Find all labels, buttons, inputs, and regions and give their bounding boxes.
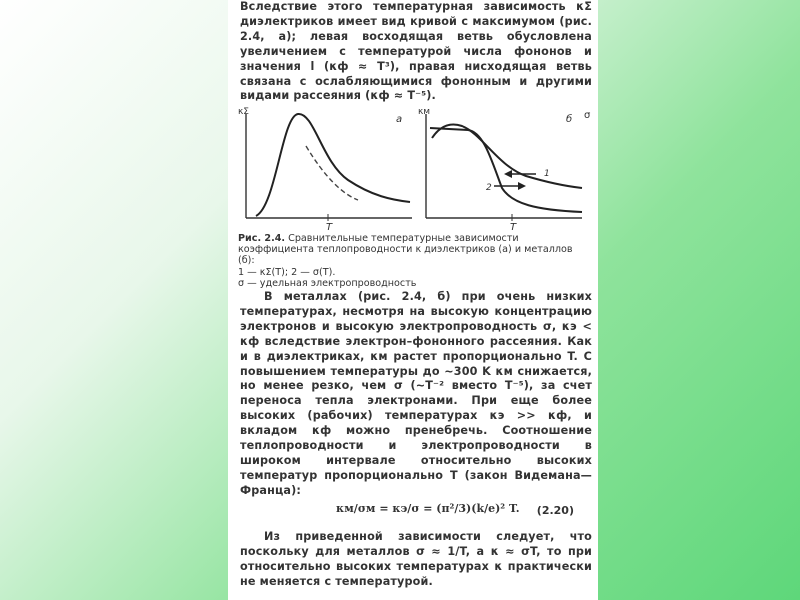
figure-a-x-label: T: [326, 222, 333, 233]
figure-b-arrowhead-2: [518, 182, 526, 190]
figure-a-dashed-curve: [306, 146, 358, 200]
figure-b-y-label-left: κм: [418, 107, 431, 117]
figure-a: [238, 107, 412, 233]
figure-b-curve-1-label: 1: [544, 169, 550, 179]
figure-b-curve-2-label: 2: [486, 183, 492, 193]
figure-graphs: [236, 106, 592, 234]
figure-b-y-label-right: σ: [584, 110, 591, 121]
paragraph-3: Из приведенной зависимости следует, что поскольку для металлов σ ≈ 1/T, а κ ≈ σT, то при относительно высоких температурах κ практически не меняется с температурой.: [240, 530, 592, 588]
figure-2-4: [236, 106, 592, 234]
formula-text: κм/σм = κэ/σ = (π²/3)(k/e)² T.: [336, 502, 520, 515]
figure-b-panel-label: б: [566, 114, 573, 125]
formula-block: [240, 494, 592, 528]
caption-body: [238, 233, 590, 267]
caption-text: Сравнительные температурные зависимости коэффициента теплопроводности κ диэлектриков (а) и металлов (б):: [238, 233, 573, 267]
figure-a-y-label: κΣ: [238, 107, 249, 117]
figure-b-arrowhead-1: [504, 170, 512, 178]
formula-number: (2.20): [536, 504, 574, 517]
caption-legend-2: σ — удельная электропроводность: [238, 277, 417, 289]
figure-caption: [238, 233, 590, 289]
caption-legend-1: 1 — κΣ(T); 2 — σ(T).: [238, 266, 336, 278]
caption-title: Рис. 2.4.: [238, 233, 286, 244]
figure-b-curve-1: [432, 125, 582, 189]
figure-b-x-label: T: [510, 222, 517, 233]
figure-a-panel-label: а: [396, 114, 403, 125]
paragraph-1: Вследствие этого температурная зависимость κΣ диэлектриков имеет вид кривой с максимумом (рис. 2.4, а); левая восходящая ветвь обусловлена увеличением с температурой числа фононов и значения l (κф ≈ T³), правая нисходящая ветвь связана с ослабляющимися фононным и другими видами рассеяния (κф ≈ T⁻⁵).: [240, 0, 592, 103]
paragraph-2: В металлах (рис. 2.4, б) при очень низких температурах, несмотря на высокую концентрацию электронов и высокую электропроводность σ, κэ < κф вследствие электрон–фононного рассеяния. Как и в диэлектриках, κм растет пропорционально T. С повышением температуры до ~300 K κм снижается, но менее резко, чем σ (~T⁻² вместо T⁻⁵), за счет переноса тепла электронами. При еще более высоких (рабочих) температурах κэ >> κф, и вкладом κф можно пренебречь. Соотношение теплопроводности и электропроводности в широком интервале относительно высоких температур пропорционально T (закон Видемана—Франца):: [240, 290, 592, 497]
figure-b-curve-2: [430, 128, 582, 212]
figure-a-curve: [256, 114, 410, 216]
figure-b: [418, 107, 591, 233]
document-page: [228, 0, 598, 600]
